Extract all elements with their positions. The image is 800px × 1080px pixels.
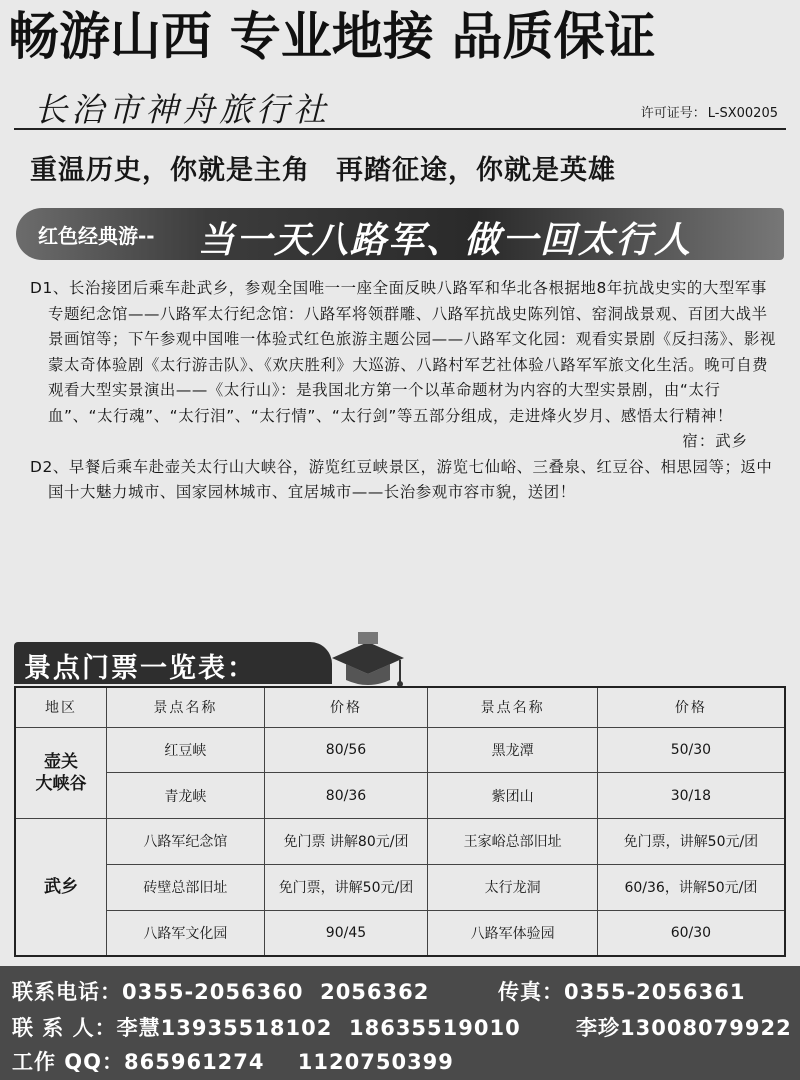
attraction-name: 红豆峡 (107, 727, 264, 773)
itinerary (30, 276, 782, 506)
region-huguan (15, 727, 107, 819)
itinerary-day-2: D2、早餐后乘车赴壶关太行山大峡谷，游览红豆峡景区，游览七仙峪、三叠泉、红豆谷、相思园等；返中国十大魅力城市、国家园林城市、宜居城市——长治参观市容市貌，送团！ (30, 457, 773, 501)
tickets-title-bar (14, 642, 332, 684)
table-row (15, 773, 785, 819)
phone-number-2: 2056362 (320, 980, 430, 1004)
contact-2-name: 李珍 (576, 1016, 620, 1040)
contact-2 (576, 1012, 792, 1042)
fax-number: 0355-2056361 (564, 980, 746, 1004)
attraction-price: 80/56 (264, 727, 428, 773)
header-attraction-2: 景点名称 (428, 687, 597, 727)
banner-title: 当一天八路军、做一回太行人 (198, 220, 693, 260)
qq-number-1: 865961274 (124, 1050, 265, 1074)
attraction-name: 八路军文化园 (107, 910, 264, 956)
header-attraction-1: 景点名称 (107, 687, 264, 727)
license-number (639, 102, 778, 121)
attraction-name: 八路军体验园 (428, 910, 597, 956)
attraction-name: 青龙峡 (107, 773, 264, 819)
phone-label: 联系电话： (12, 980, 122, 1004)
contact-1-phone: 13935518102 (160, 1016, 333, 1040)
fax-label: 传真： (498, 980, 564, 1004)
attraction-name: 黑龙潭 (428, 727, 597, 773)
attraction-price: 80/36 (264, 773, 428, 819)
license-label: 许可证号： (640, 106, 706, 121)
contact-1-name: 李慧 (116, 1016, 161, 1040)
banner-prefix: 红色经典游-- (38, 224, 155, 248)
qq-line (12, 1046, 454, 1076)
attraction-price: 免门票，讲解50元/团 (264, 864, 428, 910)
contact-label: 联 系 人： (12, 1016, 117, 1040)
table-row (15, 819, 785, 865)
table-row (15, 727, 785, 773)
itinerary-day-1-stay: 宿：武乡 (682, 432, 748, 450)
contact-2-phone: 13008079922 (620, 1016, 792, 1040)
agency-name: 长治市神舟旅行社 (34, 90, 330, 129)
table-header-row (15, 687, 785, 727)
attraction-name: 砖壁总部旧址 (107, 864, 264, 910)
region-wuxiang: 武乡 (15, 819, 107, 956)
attraction-name: 太行龙洞 (428, 864, 597, 910)
slogan-part-2: 再踏征途，你就是英雄 (336, 155, 616, 186)
attraction-price: 60/36，讲解50元/团 (597, 864, 785, 910)
contact-1-phone-2: 18635519010 (348, 1016, 521, 1040)
tour-banner (16, 208, 784, 260)
tickets-title: 景点门票一览表： (24, 653, 256, 684)
header-price-1: 价格 (264, 687, 428, 727)
attraction-name: 王家峪总部旧址 (428, 819, 597, 865)
attraction-name: 紫团山 (428, 773, 597, 819)
qq-number-2: 1120750399 (297, 1050, 454, 1074)
attraction-price: 免门票，讲解50元/团 (597, 819, 785, 865)
ticket-price-table (14, 686, 786, 957)
table-row (15, 864, 785, 910)
header-region: 地区 (15, 687, 107, 727)
license-value: L-SX00205 (707, 106, 778, 121)
fax-line (498, 976, 745, 1006)
phone-number-1: 0355-2056360 (122, 980, 304, 1004)
slogan (30, 148, 770, 187)
slogan-part-1: 重温历史，你就是主角 (30, 155, 310, 186)
contact-line (12, 1012, 521, 1042)
attraction-price: 30/18 (597, 773, 785, 819)
attraction-price: 50/30 (597, 727, 785, 773)
region-huguan-label: 壶关 大峡谷 (35, 751, 87, 794)
attraction-price: 免门票 讲解80元/团 (264, 819, 428, 865)
attraction-name: 八路军纪念馆 (107, 819, 264, 865)
attraction-price: 60/30 (597, 910, 785, 956)
table-row (15, 910, 785, 956)
agency-row (14, 78, 786, 130)
phone-line (12, 976, 429, 1006)
header-price-2: 价格 (597, 687, 785, 727)
qq-label: 工作 QQ： (12, 1050, 125, 1074)
itinerary-day-1: D1、长治接团后乘车赴武乡，参观全国唯一一座全面反映八路军和华北各根据地8年抗战史实的大型军事专题纪念馆——八路军太行纪念馆：八路军将领群雕、八路军抗战史陈列馆、窑洞战景观、百团大战半景画馆等；下午参观中国唯一体验式红色旅游主题公园——八路军文化园：观看实景剧《反扫荡》、影视蒙太奇体验剧《太行游击队》、《欢庆胜利》大巡游、八路村军艺社体验八路军军旅文化生活。晚可自费观看大型实景演出——《太行山》：是我国北方第一个以革命题材为内容的大型实景剧，由“太行血”、“太行魂”、“太行泪”、“太行情”、“太行剑”等五部分组成，走进烽火岁月、感悟太行精神！ (30, 279, 776, 425)
headline: 畅游山西 专业地接 品质保证 (8, 8, 656, 67)
contact-footer (0, 966, 800, 1080)
attraction-price: 90/45 (264, 910, 428, 956)
